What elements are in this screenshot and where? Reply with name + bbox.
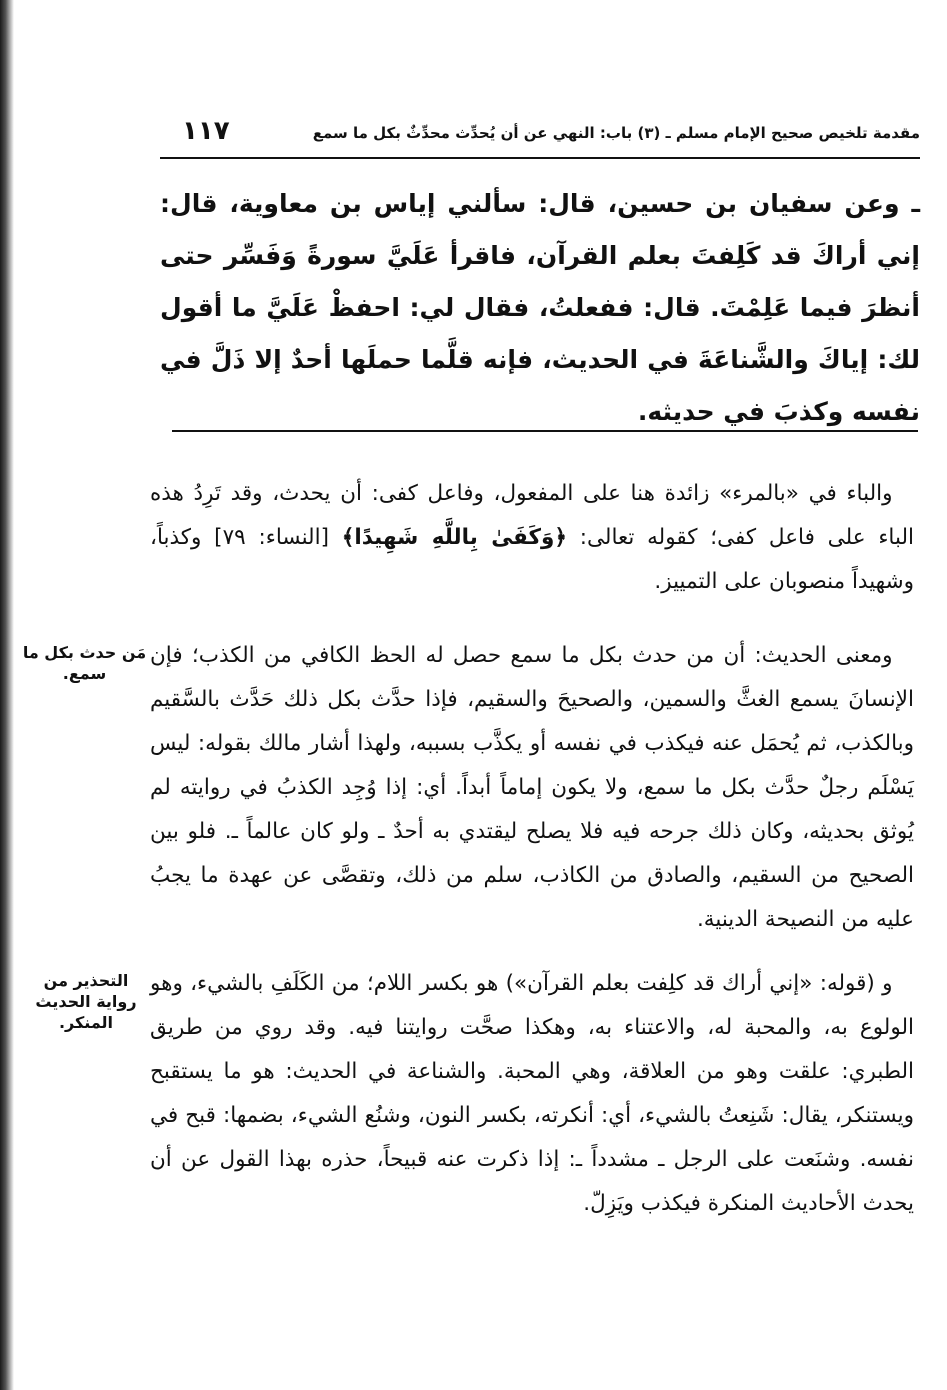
- section-divider: [172, 430, 918, 432]
- commentary-paragraph-3: [150, 962, 914, 1226]
- hadith-paragraph: ـ وعن سفيان بن حسين، قال: سألني إياس بن معاوية، قال: إني أراكَ قد كَلِفتَ بعلم القرآن، فاقرأ عَلَيَّ سورةً وَفَسِّر حتى أنظرَ فيما عَلِمْتَ. قال: ففعلتُ، فقال لي: احفظْ عَلَيَّ ما أقول لك: إياكَ والشَّناعَةَ في الحديث، فإنه قلَّما حملَها أحدٌ إلا ذَلَّ في نفسه وكذبَ في حديثه.: [160, 189, 920, 426]
- page-number: ١١٧: [182, 116, 230, 146]
- quran-verse: ﴿وَكَفَىٰ بِاللَّهِ شَهِيدًا﴾: [341, 525, 567, 550]
- hadith-text: [160, 178, 920, 438]
- margin-note-2: التحذير من رواية الحديث المنكر.: [35, 971, 137, 1032]
- scan-edge-shadow: [0, 0, 14, 1390]
- page-header: [160, 112, 920, 160]
- commentary-text: [النساء: ٧٩] وكذباً، وشهيداً منصوبان على التمييز.: [150, 525, 914, 594]
- commentary-paragraph-2: [150, 634, 914, 942]
- running-title: مقدمة تلخيص صحيح الإمام مسلم ـ (٣) باب: النهي عن أن يُحدِّث محدِّثٌ بكل ما سمع: [312, 124, 920, 142]
- commentary-text: و (قوله: «إني أراك قد كلِفت بعلم القرآن») هو بكسر اللام؛ من الكَلَفِ بالشيء، وهو الولوع به، والمحبة له، والاعتناء به، وهكذا صحَّت روايتنا فيه. وقد روي من طريق الطبري: علقت وهو من العلاقة، وهي المحبة. والشناعة في الحديث: هو ما يستقبح ويستنكر، يقال: شَنِعتُ بالشيء، أي: أنكرته، بكسر النون، وشنُع الشيء، بضمها: قبح في نفسه. وشنَعت على الرجل ـ مشدداً ـ: إذا ذكرت عنه قبيحاً، حذره بهذا القول عن أن يحدث الأحاديث المنكرة فيكذب ويَزِلّ.: [150, 971, 914, 1216]
- margin-note-1: مَن حدث بكل ما سمع.: [22, 643, 147, 683]
- commentary-paragraph-1: [150, 472, 914, 604]
- commentary-text: ومعنى الحديث: أن من حدث بكل ما سمع حصل له الحظ الكافي من الكذب؛ فإن الإنسانَ يسمع الغثَّ والسمين، والصحيحَ والسقيم، فإذا حدَّث بكل ذلك حَدَّث بالسَّقيم وبالكذب، ثم يُحمَل عنه فيكذب في نفسه أو يكذَّب بسببه، ولهذا أشار مالك بقوله: ليس يَسْلَم رجلٌ حدَّث بكل ما سمع، ولا يكون إماماً أبداً. أي: إذا وُجِد الكذبُ في روايته لم يُوثق بحديثه، وكان ذلك جرحه فيه فلا يصلح ليقتدي به أحدٌ ـ ولو كان عالماً ـ. فلو بين الصحيح من السقيم، والصادق من الكاذب، سلم من ذلك، وتقصَّى عن عهدة ما يجبُ عليه من النصيحة الدينية.: [150, 643, 914, 932]
- commentary-text: والباء في «بالمرء» زائدة هنا على المفعول، وفاعل كفى: أن يحدث، وقد تَرِدُ هذه الباء على فاعل كفى؛ كقوله تعالى:: [150, 481, 914, 550]
- header-rule: [160, 157, 920, 159]
